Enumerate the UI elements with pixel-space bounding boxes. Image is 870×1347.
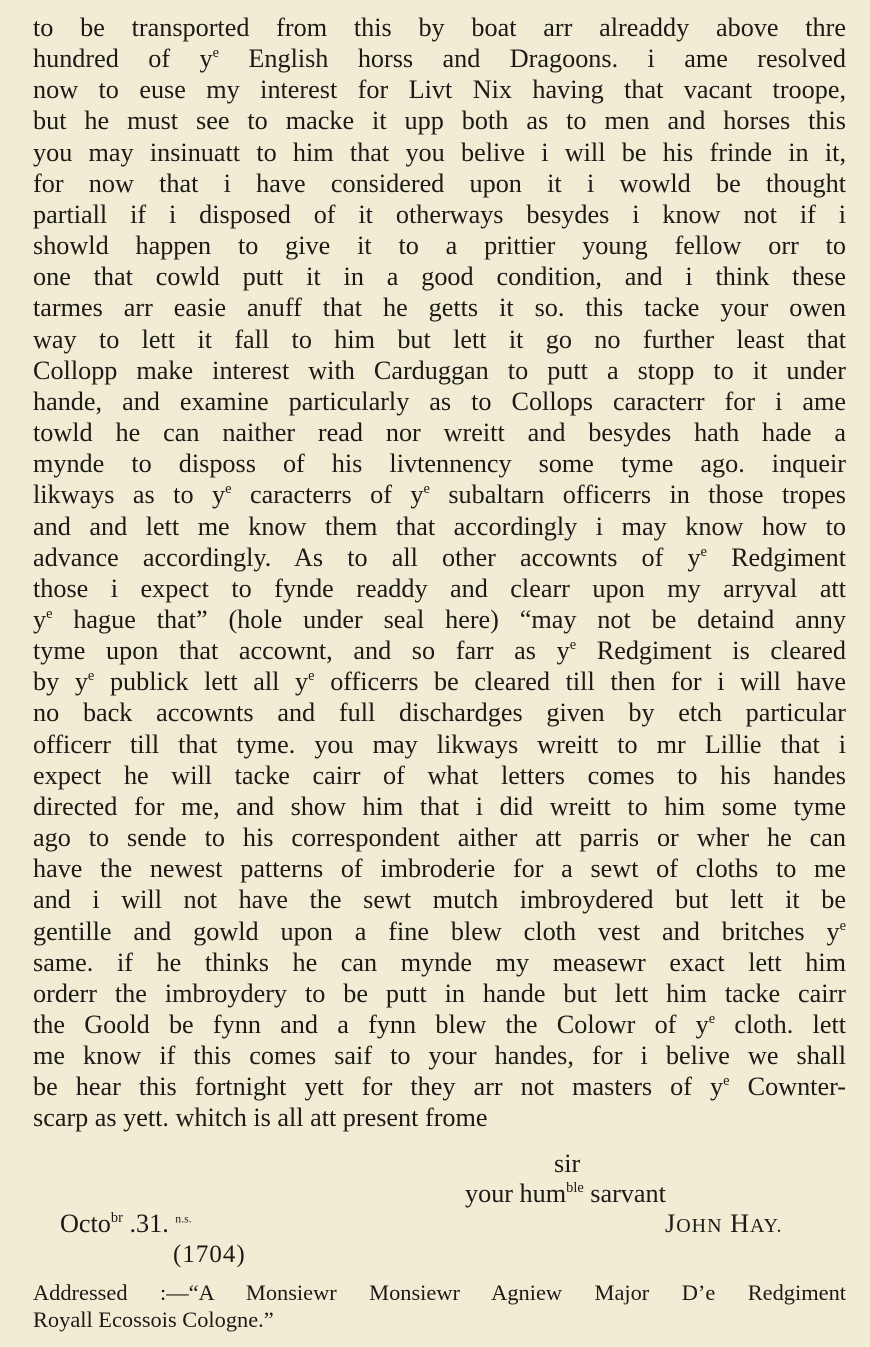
- letter-line: the Goold be fynn and a fynn blew the Colowr of $y^e$ cloth. lett: [33, 1010, 846, 1039]
- superscript-letter: e: [423, 481, 430, 498]
- letter-date: [60, 1208, 192, 1239]
- letter-line: Collopp make interest with Carduggan to putt a stopp to it under: [33, 355, 846, 385]
- date-month: Octo: [60, 1209, 111, 1238]
- salutation-sir: sir: [554, 1149, 581, 1178]
- letter-line: expect he will tacke cairr of what letters comes to his handes: [33, 760, 846, 790]
- date-day: .31.: [122, 1209, 169, 1238]
- letter-body: [33, 12, 846, 1134]
- letter-line: for now that i have considered upon it i wowld be thought: [33, 168, 846, 198]
- letter-line: those i expect to fynde readdy and clearr upon my arryval att: [33, 573, 846, 603]
- letter-line: advance accordingly. As to all other accownts of $y^e$ Redgiment: [33, 542, 846, 572]
- letter-line: you may insinuatt to him that you belive i will be his frinde in it,: [33, 137, 846, 167]
- date-month-superscript: br: [110, 1209, 123, 1226]
- closing-suffix: sarvant: [583, 1179, 666, 1208]
- letter-line: and and lett me know them that accordingly i may know how to: [33, 511, 846, 541]
- letter-line: to be transported from this by boat arr alreaddy above thre: [33, 13, 846, 42]
- letter-line: same. if he thinks he can mynde my measewr exact lett him: [33, 947, 846, 977]
- superscript-letter: e: [723, 1073, 730, 1090]
- closing-superscript: ble: [566, 1179, 584, 1196]
- letter-line: $y^e$ hague that” (hole under seal here) “may not be detaind anny: [33, 604, 846, 634]
- superscript-letter: e: [569, 637, 577, 654]
- letter-line: showld happen to give it to a prittier young fellow orr to: [33, 231, 846, 261]
- date-new-style-note: n.s.: [175, 1211, 192, 1226]
- letter-line: no back accownts and full dischardges given by etch particular: [33, 698, 846, 728]
- letter-line: partiall if i disposed of it otherways besydes i know not if i: [33, 199, 846, 229]
- letter-line: but he must see to macke it upp both as to men and horses this: [33, 106, 846, 136]
- letter-line: tyme upon that accownt, and so farr as $y^e$ Redgiment is cleared: [33, 636, 846, 666]
- letter-line: me know if this comes saif to your handes, for i belive we shall: [33, 1041, 846, 1071]
- superscript-letter: e: [708, 1010, 716, 1027]
- superscript-letter: e: [839, 917, 846, 934]
- letter-line: way to lett it fall to him but lett it go no further least that: [33, 324, 846, 354]
- superscript-letter: e: [87, 668, 95, 685]
- superscript-letter: e: [308, 668, 315, 685]
- letter-line: by $y^e$ publick lett all $y^e$ officerrs be cleared till then for i will have: [33, 667, 846, 697]
- letter-line: ago to sende to his correspondent aither att parris or wher he can: [33, 823, 846, 853]
- letter-line: hundred of $y^e$ English horss and Dragoons. i ame resolved: [33, 44, 846, 74]
- address-line: Addressed :—“A Monsiewr Monsiewr Agniew Major D’e Redgiment: [33, 1280, 846, 1305]
- superscript-letter: e: [225, 481, 232, 498]
- letter-line: gentille and gowld upon a fine blew cloth vest and britches $y^e$: [33, 916, 846, 946]
- letter-line: scarp as yett. whitch is all att present frome: [33, 1103, 488, 1133]
- letter-year: (1704): [173, 1241, 246, 1268]
- letter-line: directed for me, and show him that i did wreitt to him some tyme: [33, 791, 846, 821]
- letter-line: orderr the imbroydery to be putt in hande but lett him tacke cairr: [33, 978, 846, 1008]
- letter-line: and i will not have the sewt mutch imbroydered but lett it be: [33, 885, 846, 915]
- signature: JOHN HAY.: [665, 1209, 783, 1238]
- letter-line: mynde to disposs of his livtennency some tyme ago. inqueir: [33, 449, 846, 479]
- letter-line: towld he can naither read nor wreitt and besydes hath hade a: [33, 418, 846, 448]
- letter-line: likways as to $y^e$ caracterrs of $y^e$ subaltarn officerrs in those tropes: [33, 480, 846, 510]
- superscript-letter: e: [212, 45, 219, 62]
- address-line: Royall Ecossois Cologne.”: [33, 1307, 274, 1332]
- closing-prefix: your hum: [465, 1179, 567, 1208]
- letter-line: now to euse my interest for Livt Nix having that vacant troope,: [33, 75, 846, 105]
- superscript-letter: e: [46, 605, 53, 622]
- letter-line: hande, and examine particularly as to Collops caracterr for i ame: [33, 386, 846, 416]
- letter-line: tarmes arr easie anuff that he getts it so. this tacke your owen: [33, 293, 846, 323]
- letter-line: officerr till that tyme. you may likways wreitt to mr Lillie that i: [33, 729, 846, 759]
- address-note: [33, 1279, 846, 1333]
- closing-line: [465, 1178, 666, 1209]
- letter-line: be hear this fortnight yett for they arr not masters of $y^e$ Cownter-: [33, 1072, 846, 1102]
- letter-line: one that cowld putt it in a good condition, and i think these: [33, 262, 846, 292]
- superscript-letter: e: [700, 543, 707, 560]
- letter-line: have the newest patterns of imbroderie for a sewt of cloths to me: [33, 854, 846, 884]
